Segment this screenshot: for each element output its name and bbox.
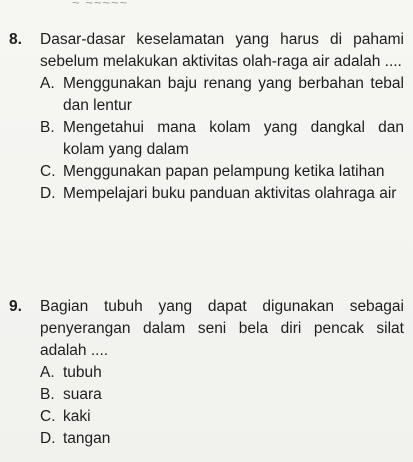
cut-off-previous-line: ~ ~~~~~ [72,0,129,10]
question-text: Bagian tubuh yang dapat digunakan sebagai penyerangan dalam seni bela diri pencak silat adalah .... [40,298,404,359]
question-stem [9,29,404,73]
option-c[interactable] [40,161,404,183]
option-letter: A. [40,75,55,92]
option-letter: B. [40,386,55,403]
option-text: Mengetahui mana kolam yang dangkal dan kolam yang dalam [63,119,404,158]
question-8 [9,29,404,205]
option-text: Menggunakan baju renang yang berbahan tebal dan lentur [63,75,404,114]
option-d[interactable] [40,428,404,450]
option-text: tubuh [63,364,102,381]
option-text: Menggunakan papan pelampung ketika latihan [63,163,385,180]
option-text: kaki [63,408,91,425]
question-number: 8. [9,31,22,48]
option-text: tangan [63,430,111,447]
option-c[interactable] [40,406,404,428]
option-letter: D. [40,430,56,447]
option-a[interactable] [40,362,404,384]
option-text: Mempelajari buku panduan aktivitas olahraga air [63,185,397,202]
answer-options [9,362,404,450]
question-stem [9,296,404,362]
question-text: Dasar-dasar keselamatan yang harus di pahami sebelum melakukan aktivitas olah-raga air adalah .... [40,31,404,70]
option-letter: B. [40,119,55,136]
option-letter: A. [40,364,55,381]
option-letter: C. [40,408,56,425]
option-letter: D. [40,185,56,202]
option-b[interactable] [40,384,404,406]
option-b[interactable] [40,117,404,161]
option-a[interactable] [40,73,404,117]
question-9 [9,296,404,450]
option-text: suara [63,386,102,403]
option-letter: C. [40,163,56,180]
option-d[interactable] [40,183,404,205]
question-number: 9. [9,298,22,315]
answer-options [9,73,404,205]
